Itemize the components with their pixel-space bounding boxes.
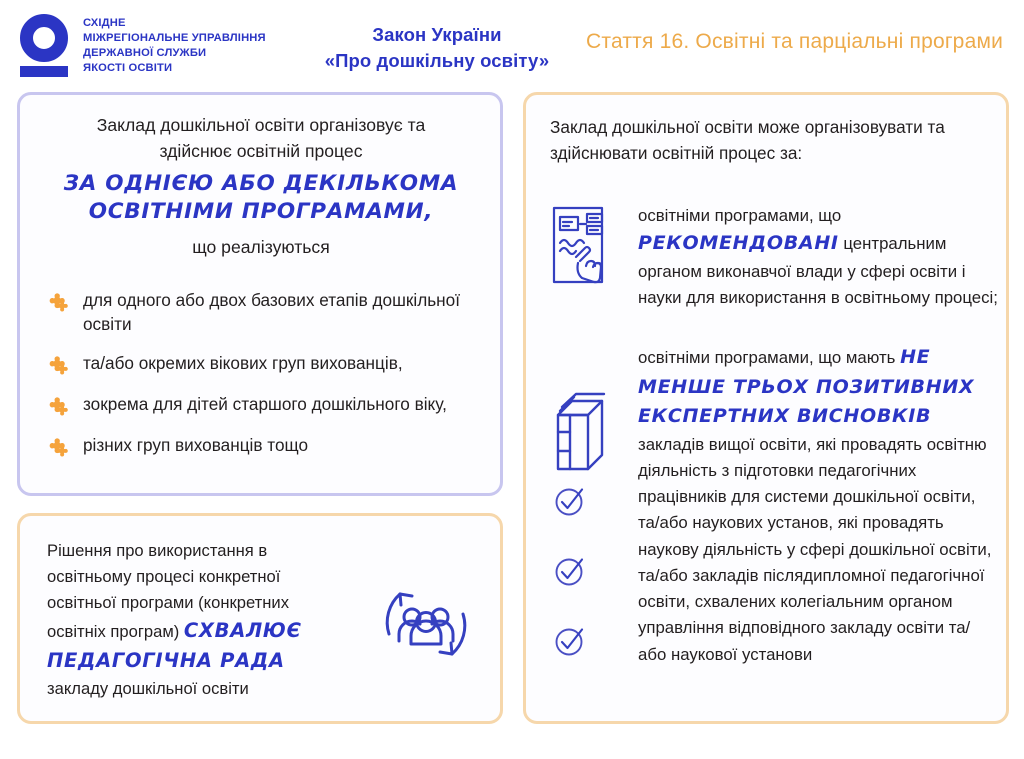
program-type-recommended [550,203,998,311]
list-item [44,391,488,419]
highlight-programs: ЗА ОДНІЄЮ АБО ДЕКІЛЬКОМА ОСВІТНІМИ ПРОГРАМАМИ, [63,171,459,224]
people-cycle-icon [374,572,478,676]
bullet-label: та/або окремих вікових груп вихованців, [83,352,403,373]
left-top-intro [44,113,478,260]
card-program-types [523,92,1009,724]
list-item [44,287,488,337]
book-icon [550,391,612,475]
org-logo-mark [16,12,72,78]
right-card-intro: Заклад дошкільної освіти може організовувати та здійснювати освітній процес за: [550,117,945,163]
puzzle-piece-icon [44,351,71,378]
check-circle-icon [554,555,586,587]
bullet-label: для одного або двох базових етапів дошкільної освіти [83,290,461,335]
programs-bullet-list [44,287,488,460]
card-pedagogical-council [17,513,503,724]
logo-bar-shape [20,66,68,77]
card-organization-of-process [17,92,503,496]
pedagogical-council-text [47,538,347,702]
bullet-label: різних груп вихованців тощо [83,434,309,455]
article-title: Стаття 16. Освітні та парціальні програми [586,30,1004,53]
puzzle-piece-icon [44,433,71,460]
intro-line-1: Заклад дошкільної освіти організовує та [96,115,426,135]
logo-ring-shape [20,14,68,62]
text-after-highlight: центральним органом виконавчої влади у сфері освіти і науки для використання в освітньому процесі; [638,234,998,308]
check-marks-column [554,485,586,657]
organization-name: СХІДНЕ МІЖРЕГІОНАЛЬНЕ УПРАВЛІННЯ ДЕРЖАВНОЇ СЛУЖБИ ЯКОСТІ ОСВІТИ [83,17,266,74]
document-signing-icon [550,205,608,285]
text-before-highlight: освітніми програмами, що [638,206,842,225]
list-item [44,350,488,378]
organization-logo [16,12,266,78]
page-header [0,0,1024,88]
highlight-recommended: РЕКОМЕНДОВАНІ [638,232,839,255]
puzzle-piece-icon [44,392,71,419]
check-circle-icon [554,485,586,517]
text-after-highlight: закладу дошкільної освіти [47,679,249,699]
highlight-approves: СХВАЛЮЄ ПЕДАГОГІЧНА РАДА [47,618,302,673]
text-before-highlight: Рішення про використання в освітньому процесі конкретної освітньої програми (конкретних освітніх програм) [47,541,289,641]
intro-after-highlight: що реалізуються [192,236,330,257]
check-circle-icon [554,625,586,657]
highlight-three-conclusions: НЕ МЕНШЕ ТРЬОХ ПОЗИТИВНИХ ЕКСПЕРТНИХ ВИСНОВКІВ [638,346,975,428]
puzzle-piece-icon [44,288,71,315]
bullet-label: зокрема для дітей старшого дошкільного віку, [83,393,447,414]
law-title: Закон України «Про дошкільну освіту» [324,24,550,72]
expert-conclusions-lead [638,343,998,668]
list-item [44,432,488,460]
program-type-expert-conclusions [550,343,998,668]
intro-line-2: здійснює освітній процес [159,140,363,161]
recommended-program-text [638,203,998,311]
text-before-highlight: освітніми програмами, що мають [638,348,901,367]
text-after-highlight: закладів вищої освіти, які провадять освітню діяльність з підготовки педагогічних працівників для системи дошкільної освіти, та/або наукових установ, які провадять наукову діяльність у сфері дошкільної освіти, та/або закладів післядипломної педагогічної освіти, схвалених колегіальним органом управління відповідного закладу освіти та/або наукової установи [638,434,992,664]
